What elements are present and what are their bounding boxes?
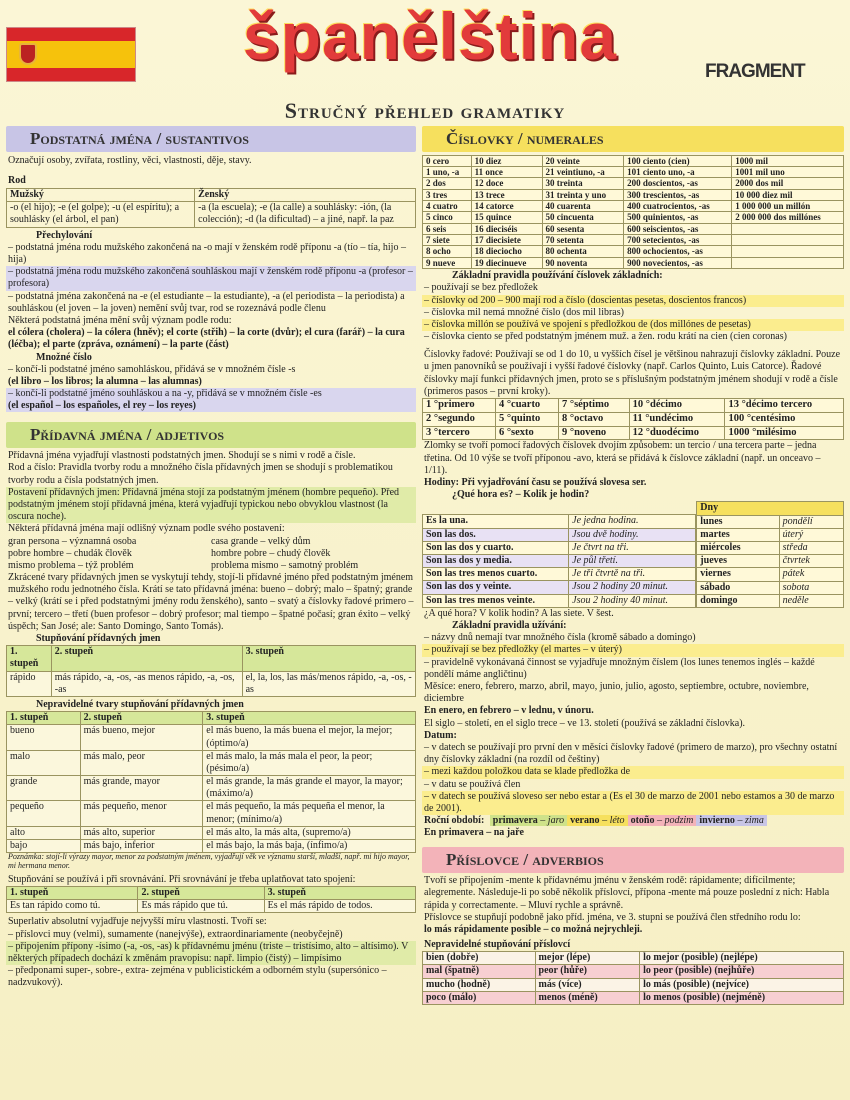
adverb-cell: lo menos (posible) (nejméně) [640, 991, 844, 1004]
ord-text: Číslovky řadové: Používají se od 1 do 10, u vyšších čísel je většinou nahrazují číslovky základní. Pouze u jmen panovníků se používají i vyšší řadové číslovky (např. Carlos Quinto, Luis Catorce). Řadové číslovky mají funkci přídavných jmen, proto se s příslušným podstatným jménem shodují v rodě a čísle (primeros pasos – první kroky). [424, 349, 841, 397]
adv-irr-heading: Nepravidelné stupňování příslovcí [424, 939, 571, 951]
time-row [423, 594, 696, 607]
meaning-intro: Některá podstatná jména mění svůj význam podle rodu: [8, 314, 232, 326]
adj-compare: Stupňování se používá i při srovnávání. Při srovnávání je třeba uplatňovat tato spojení: [8, 873, 356, 885]
number-cell: 15 quince [471, 212, 542, 223]
adv-table [422, 951, 844, 1005]
adj-pairs [6, 536, 416, 573]
time-cell: Jsou dvě hodiny. [569, 528, 696, 541]
time-row [423, 581, 696, 594]
number-cell: 31 treinta y uno [542, 189, 624, 200]
adverb-cell: lo peor (posible) (nejhůře) [640, 965, 844, 978]
plural-item: (el libro – los libros; la alumna – las alumnas) [8, 375, 202, 387]
number-cell: 10 000 diez mil [732, 189, 844, 200]
season-item: invierno – zima [696, 815, 766, 826]
number-cell: 17 diecisiete [471, 235, 542, 246]
day-es: miércoles [697, 541, 779, 554]
adj-rod: Rod a číslo: Pravidla tvorby rodu a množného čísla přídavných jmen se shodují s problematikou tvorby rodu a čísla podstatných jmen. [8, 462, 393, 486]
season-cz: podzim [664, 815, 694, 827]
fract-text: Zlomky se tvoří pomocí řadových číslovek dvojím způsobem: un tercio / una tercera parte – jedna třetina. Od 10 výše se tvoří příponou -avo, která se přidává k číslovce základní (např. un onceavo – 1/11). [424, 440, 821, 476]
ordinal-cell: 4 °cuarto [495, 399, 558, 413]
brand-logo: FRAGMENT [705, 61, 805, 82]
datum-item: – v datu se používá člen [424, 778, 521, 790]
time-table [422, 514, 696, 608]
number-cell [732, 257, 844, 268]
num-rule: – číslovky od 200 – 900 mají rod a číslo (doscientas pesetas, doscientos francos) [422, 295, 844, 307]
ordinal-cell: 8 °octavo [559, 412, 630, 426]
day-cz: úterý [779, 528, 843, 541]
number-row [423, 155, 844, 166]
datum-item: – mezi každou položkou data se klade předložka de [422, 766, 844, 778]
time-cell: Son las dos y cuarto. [423, 541, 569, 554]
ordinal-cell: 1 °primero [423, 399, 496, 413]
time-cell: Es la una. [423, 515, 569, 528]
days-heading: Dny [697, 502, 844, 515]
day-row [697, 515, 844, 528]
gender-table [6, 188, 416, 228]
number-cell: 400 cuatrocientos, -as [624, 201, 732, 212]
cell: el más bajo, la más baja, (ínfimo/a) [203, 840, 416, 853]
adv-intro: Tvoří se připojením -mente k přídavnému jménu v ženském rodě: rápidamente; difícilmente; alegremente. Následuje-li po sobě několik příslovcí, přípona -mente má pouze poslední z nich: Habla rápida y correctamente. – Mluví rychle a správně. [424, 875, 830, 911]
cell: más pequeño, menor [80, 801, 203, 826]
number-row [423, 223, 844, 234]
deg-heading: Stupňování přídavných jmen [36, 633, 161, 645]
adverb-cell: lo más (posible) (nejvíce) [640, 978, 844, 991]
season-es: invierno [699, 815, 735, 827]
ordinal-cell: 11 °undécimo [629, 412, 725, 426]
use-item: – používají se bez předložky (el martes – v úterý) [422, 644, 844, 656]
num-rules-heading: Základní pravidla používání číslovek základních: [452, 270, 663, 282]
prechyl-item: – podstatná jména zakončená na -e (el estudiante – la estudiante), -a (el periodista – la periodista) a souhláskou (el joven – la joven) nemění svůj tvar, rod se rozeznává podle členu [8, 290, 405, 314]
plural-item: – končí-li podstatné jméno samohláskou, přidává se v množném čísle -s [8, 363, 296, 375]
enero-text: En enero, en febrero – v lednu, v únoru. [424, 705, 594, 717]
number-cell: 300 trescientos, -as [624, 189, 732, 200]
page-title: španělština [242, 0, 618, 73]
enprim-text: En primavera – na jaře [424, 827, 524, 839]
ordinal-cell: 13 °décimo tercero [725, 399, 844, 413]
day-es: jueves [697, 555, 779, 568]
number-cell: 3 tres [423, 189, 472, 200]
day-cz: čtvrtek [779, 555, 843, 568]
number-cell: 13 trece [471, 189, 542, 200]
use-item: – pravidelně vykonávaná činnost se vyjadřuje množným číslem (los lunes tenemos inglés – každé pondělí máme angličtinu) [424, 656, 815, 680]
day-cz: neděle [779, 594, 843, 607]
day-cz: pátek [779, 568, 843, 581]
plural-item: (el español – los españoles, el rey – los reyes) [6, 400, 416, 412]
season-es: otoño [630, 815, 655, 827]
number-cell: 4 cuatro [423, 201, 472, 212]
season-item: otoño – podzim [628, 815, 697, 826]
day-row [697, 555, 844, 568]
nouns-intro: Označují osoby, zvířata, rostliny, věci, vlastnosti, děje, stavy. [8, 154, 252, 166]
ordinal-row [423, 426, 844, 440]
days-table [696, 501, 844, 608]
time-cell: Je půl třetí. [569, 554, 696, 567]
number-cell: 90 noventa [542, 257, 624, 268]
day-cz: sobota [779, 581, 843, 594]
cell: grande [7, 776, 81, 801]
ordinal-row [423, 399, 844, 413]
number-cell: 2000 dos mil [732, 178, 844, 189]
cell: 1. stupeň [7, 646, 52, 671]
pair-item: problema mismo – samotný problém [211, 559, 359, 571]
number-cell [732, 223, 844, 234]
time-cell: Son las tres menos veinte. [423, 594, 569, 607]
number-cell: 20 veinte [542, 155, 624, 166]
number-cell: 800 ochocientos, -as [624, 246, 732, 257]
adverb-cell: peor (hůře) [535, 965, 640, 978]
number-cell: 100 ciento (cien) [624, 155, 732, 166]
nouns-heading: Podstatná jména / sustantivos [6, 126, 416, 152]
cell: bueno [7, 725, 81, 750]
number-cell: 2 000 000 dos millónes [732, 212, 844, 223]
cell: 3. stupeň [242, 646, 415, 671]
irr-table [6, 711, 416, 853]
adv-ex: lo más rápidamente posible – co možná nejrychleji. [424, 923, 643, 935]
adverb-row [423, 952, 844, 965]
day-row [697, 541, 844, 554]
adverb-cell: poco (málo) [423, 991, 536, 1004]
day-cz: pondělí [779, 515, 843, 528]
plural-item: – končí-li podstatné jméno souhláskou a na -y, přidává se v množném čísle -es [6, 388, 416, 400]
num-rule: – používají se bez předložek [424, 282, 538, 294]
adj-position: Postavení přídavných jmen: Přídavná jména stojí za podstatným jménem (hombre pequeño). Před podstatným jménem stojí přídavná jména, která vyjadřují typickou nebo obvyklou vlastnost (la oscura noche). [6, 487, 416, 524]
gender-cell-f: -a (la escuela); -e (la calle) a souhlásky: -ión, (la colección); -d (la dificultad) – a jiné, např. la paz [195, 202, 416, 227]
number-cell: 21 veintiuno, -a [542, 167, 624, 178]
cell: el, la, los, las más/menos rápido, -a, -os, -as [242, 671, 415, 696]
cell: Es más rápido que tú. [138, 900, 264, 913]
number-row [423, 167, 844, 178]
day-row [697, 568, 844, 581]
number-cell [732, 246, 844, 257]
seasons-row [422, 815, 844, 827]
abs-item: – předponami super-, sobre-, extra- zejména v publicistickém a odborném stylu (supersónico – nadzvukový). [8, 965, 387, 989]
day-es: sábado [697, 581, 779, 594]
time-cell: Je jedna hodina. [569, 515, 696, 528]
qhora-text: ¿Qué hora es? – Kolik je hodin? [452, 489, 590, 501]
day-row [697, 528, 844, 541]
plural-heading: Množné číslo [36, 351, 92, 363]
prechyl-item: – podstatná jména rodu mužského zakončená na -o mají v ženském rodě příponu -a (tío – tía, hijo – hija) [8, 241, 406, 266]
pair-item: casa grande – velký dům [211, 535, 311, 547]
adj-diff: Některá přídavná jména mají odlišný význam podle svého postavení: [8, 523, 285, 535]
time-cell: Je čtvrt na tři. [569, 541, 696, 554]
cell: 1. stupeň [7, 712, 81, 725]
day-es: lunes [697, 515, 779, 528]
day-es: domingo [697, 594, 779, 607]
prechyl-item: – podstatná jména rodu mužského zakončená souhláskou mají v ženském rodě příponu -a (profesor – profesora) [6, 266, 416, 290]
number-cell: 10 diez [471, 155, 542, 166]
cell: Es el más rápido de todos. [264, 900, 415, 913]
number-cell: 7 siete [423, 235, 472, 246]
day-row [697, 581, 844, 594]
prechyl-heading: Přechylování [36, 229, 93, 241]
season-cz: léto [609, 815, 625, 827]
number-row [423, 178, 844, 189]
number-cell: 11 once [471, 167, 542, 178]
cell: más rápido, -a, -os, -as menos rápido, -a, -os, -as [51, 671, 242, 696]
cell: Es tan rápido como tú. [7, 900, 138, 913]
numbers-table [422, 155, 844, 269]
ordinal-row [423, 412, 844, 426]
pair-item: hombre pobre – chudý člověk [211, 547, 331, 559]
spanish-flag-icon [6, 27, 136, 82]
cell: bajo [7, 840, 81, 853]
cell: más malo, peor [80, 750, 203, 775]
adverb-row [423, 978, 844, 991]
cell: el más pequeño, la más pequeña el menor, la menor; (mínimo/a) [203, 801, 416, 826]
ordinal-cell: 100 °centésimo [725, 412, 844, 426]
adverb-cell: más (více) [535, 978, 640, 991]
day-row [697, 594, 844, 607]
siglo-text: El siglo – století, en el siglo trece – ve 13. století (používá se základní číslovka). [424, 717, 746, 729]
ordinal-cell: 9 °noveno [559, 426, 630, 440]
time-cell: Jsou 2 hodiny 40 minut. [569, 594, 696, 607]
number-cell: 16 dieciséis [471, 223, 542, 234]
right-column [422, 126, 844, 1005]
number-row [423, 235, 844, 246]
adverb-cell: mejor (lépe) [535, 952, 640, 965]
number-cell: 40 cuarenta [542, 201, 624, 212]
ordinal-cell: 6 °sexto [495, 426, 558, 440]
number-cell: 50 cincuenta [542, 212, 624, 223]
time-days-block [422, 501, 844, 608]
number-cell: 200 doscientos, -as [624, 178, 732, 189]
cell: 3. stupeň [264, 887, 415, 900]
datum-item: – v datech se používají pro první den v měsíci číslovky řadové (primero de marzo), pro všechny ostatní dny číslovky základní (na rozdíl od češtiny) [424, 741, 838, 766]
adverb-row [423, 991, 844, 1004]
pair-item: mismo problema – týž problém [8, 559, 134, 571]
time-row [423, 554, 696, 567]
num-heading: Číslovky / numerales [422, 126, 844, 152]
day-es: martes [697, 528, 779, 541]
adverb-cell: menos (méně) [535, 991, 640, 1004]
number-row [423, 189, 844, 200]
adv-deg: Příslovce se stupňují podobně jako příd. jména, ve 3. stupni se používá člen středního rodu lo: [424, 911, 801, 923]
day-es: viernes [697, 568, 779, 581]
cell: 1. stupeň [7, 887, 138, 900]
use-item: – názvy dnů nemají tvar množného čísla (kromě sábado a domingo) [424, 632, 696, 644]
time-cell: Son las dos y media. [423, 554, 569, 567]
deg-table [6, 645, 416, 697]
time-row [423, 568, 696, 581]
adv-heading: Příslovce / adverbios [422, 847, 844, 873]
cell: más bajo, inferior [80, 840, 203, 853]
num-rule: – číslovka millón se používá ve spojení s předložkou de (dos millónes de pesetas) [422, 319, 844, 331]
number-row [423, 201, 844, 212]
ordinal-cell: 2 °segundo [423, 412, 496, 426]
pair-item: gran persona – významná osoba [8, 535, 137, 547]
time-cell: Je tři čtvrtě na tři. [569, 568, 696, 581]
seasons-label: Roční období: [424, 815, 485, 827]
number-cell: 80 ochenta [542, 246, 624, 257]
number-cell: 1000 mil [732, 155, 844, 166]
adj-note: Poznámka: stojí-li výrazy mayor, menor za podstatným jménem, vyjadřují věk ve významu starší, mladší, např. mi hijo mayor, mi hermana menor. [8, 852, 410, 871]
adverb-cell: mucho (hodně) [423, 978, 536, 991]
cell: más bueno, mejor [80, 725, 203, 750]
ordinal-cell: 1000 °milésimo [725, 426, 844, 440]
number-cell: 101 ciento uno, -a [624, 167, 732, 178]
adj-short: Zkrácené tvary přídavných jmen se vyskytují tehdy, stojí-li přídavné jméno před podstatným jménem mužského rodu jednotného čísla. Krátí se tato přídavná jména: bueno – dobrý; malo – špatný; grande – velký (krátí se i před podstatnými jmény rodu ženského), santo – svatý a číslovky řadové primero – první; tercero – třetí (buen profesor – dobrý profesor; mal tiempo – špatné počasí; gran éxito – velký úspěch; San José; ale: Santo Domingo, Santo Tomás). [8, 572, 414, 632]
abs-item: – příslovci muy (velmi), sumamente (nanejvýše), extraordinariamente (neobyčejně) [8, 928, 343, 940]
day-cz: středa [779, 541, 843, 554]
number-cell: 30 treinta [542, 178, 624, 189]
time-cell: Jsou 2 hodiny 20 minut. [569, 581, 696, 594]
rod-label: Rod [8, 174, 26, 186]
time-cell: Son las tres menos cuarto. [423, 568, 569, 581]
num-rule: – číslovka mil nemá množné číslo (dos mil libras) [424, 306, 624, 318]
ordinal-cell: 12 °duodécimo [629, 426, 725, 440]
number-cell: 8 ocho [423, 246, 472, 257]
number-cell: 0 cero [423, 155, 472, 166]
number-cell: 1 uno, -a [423, 167, 472, 178]
cell: el más alto, la más alta, (supremo/a) [203, 826, 416, 839]
gender-cell-m: -o (el hijo); -e (el golpe); -u (el espíritu); a souhlásky (el árbol, el pan) [7, 202, 195, 227]
cell: 3. stupeň [203, 712, 416, 725]
cell: 2. stupeň [138, 887, 264, 900]
adj-heading: Přídavná jména / adjetivos [6, 422, 416, 448]
number-cell: 2 dos [423, 178, 472, 189]
cell: el más malo, la más mala el peor, la peor; (pésimo/a) [203, 750, 416, 775]
time-row [423, 528, 696, 541]
number-row [423, 257, 844, 268]
cell: rápido [7, 671, 52, 696]
aque-text: ¿A qué hora? V kolik hodin? A las siete. V šest. [424, 607, 614, 619]
cell: el más grande, la más grande el mayor, la mayor; (máximo/a) [203, 776, 416, 801]
season-cz: zima [744, 815, 764, 827]
hours-text: Hodiny: Při vyjadřování času se používá slovesa ser. [424, 477, 647, 488]
abs-item: – připojením přípony -ísimo (-a, -os, -as) k přídavnému jménu (triste – tristísimo, alto – altísimo). V některých případech dochází k změnám pravopisu: např. limpio (čistý) – limpísimo [6, 941, 416, 965]
cell: el más bueno, la más buena el mejor, la mejor; (óptimo/a) [203, 725, 416, 750]
ordinal-cell: 10 °décimo [629, 399, 725, 413]
ordinal-table [422, 398, 844, 440]
time-row [423, 541, 696, 554]
irr-heading: Nepravidelné tvary stupňování přídavných jmen [36, 698, 244, 710]
cell: alto [7, 826, 81, 839]
datum-item: – v datech se používá sloveso ser nebo estar a (Es el 30 de marzo de 2001 nebo estamos a 30 de marzo de 2001). [422, 791, 844, 815]
number-cell: 5 cinco [423, 212, 472, 223]
number-cell: 700 setecientos, -as [624, 235, 732, 246]
gender-head-m: Mužský [7, 189, 195, 202]
time-cell: Son las dos y veinte. [423, 581, 569, 594]
number-cell: 900 novecientos, -as [624, 257, 732, 268]
gender-head-f: Ženský [195, 189, 416, 202]
cell: 2. stupeň [51, 646, 242, 671]
ordinal-cell: 5 °quinto [495, 412, 558, 426]
left-column [6, 126, 416, 990]
cell: más grande, mayor [80, 776, 203, 801]
time-cell: Son las dos. [423, 528, 569, 541]
months-text: Měsíce: enero, febrero, marzo, abril, mayo, junio, julio, agosto, septiembre, octubre, noviembre, diciembre [424, 681, 809, 705]
adverb-cell: lo mejor (posible) (nejlépe) [640, 952, 844, 965]
adj-intro: Přídavná jména vyjadřují vlastnosti podstatných jmen. Shodují se s nimi v rodě a čísle. [8, 450, 356, 462]
number-cell: 60 sesenta [542, 223, 624, 234]
season-es: verano [570, 815, 600, 827]
datum-heading: Datum: [424, 729, 457, 741]
number-cell: 1 000 000 un millón [732, 201, 844, 212]
season-es: primavera [492, 815, 538, 827]
number-cell: 70 setenta [542, 235, 624, 246]
adverb-cell: mal (špatně) [423, 965, 536, 978]
use-heading: Základní pravidla užívání: [452, 620, 567, 632]
adj-abs: Superlativ absolutní vyjadřuje nejvyšší míru vlastnosti. Tvoří se: [8, 916, 267, 928]
pair-item: pobre hombre – chudák člověk [8, 547, 132, 559]
number-cell: 12 doce [471, 178, 542, 189]
season-item: verano – léto [567, 815, 627, 826]
cell: 2. stupeň [80, 712, 203, 725]
number-cell: 500 quinientos, -as [624, 212, 732, 223]
number-cell [732, 235, 844, 246]
adverb-row [423, 965, 844, 978]
season-cz: jaro [547, 815, 565, 827]
number-cell: 9 nueve [423, 257, 472, 268]
num-rule: – číslovka ciento se před podstatným jménem muž. a žen. rodu krátí na cien (cien coronas) [424, 331, 787, 343]
time-row [423, 515, 696, 528]
compare-table [6, 886, 416, 913]
number-row [423, 212, 844, 223]
meaning-list: el cólera (cholera) – la cólera (hněv); el corte (střih) – la corte (dvůr); el cura (farář) – la cura (léčba); el parte (zpráva, oznámení) – la parte (část) [8, 327, 405, 351]
number-cell: 14 catorce [471, 201, 542, 212]
adverb-cell: bien (dobře) [423, 952, 536, 965]
number-cell: 6 seis [423, 223, 472, 234]
cell: pequeño [7, 801, 81, 826]
number-cell: 600 seiscientos, -as [624, 223, 732, 234]
ordinal-cell: 3 °tercero [423, 426, 496, 440]
season-item: primavera – jaro [490, 815, 567, 826]
ordinal-cell: 7 °séptimo [559, 399, 630, 413]
number-cell: 18 dieciocho [471, 246, 542, 257]
cell: más alto, superior [80, 826, 203, 839]
number-cell: 1001 mil uno [732, 167, 844, 178]
page-subtitle: Stručný přehled gramatiky [284, 98, 566, 123]
number-cell: 19 diecinueve [471, 257, 542, 268]
cell: malo [7, 750, 81, 775]
number-row [423, 246, 844, 257]
